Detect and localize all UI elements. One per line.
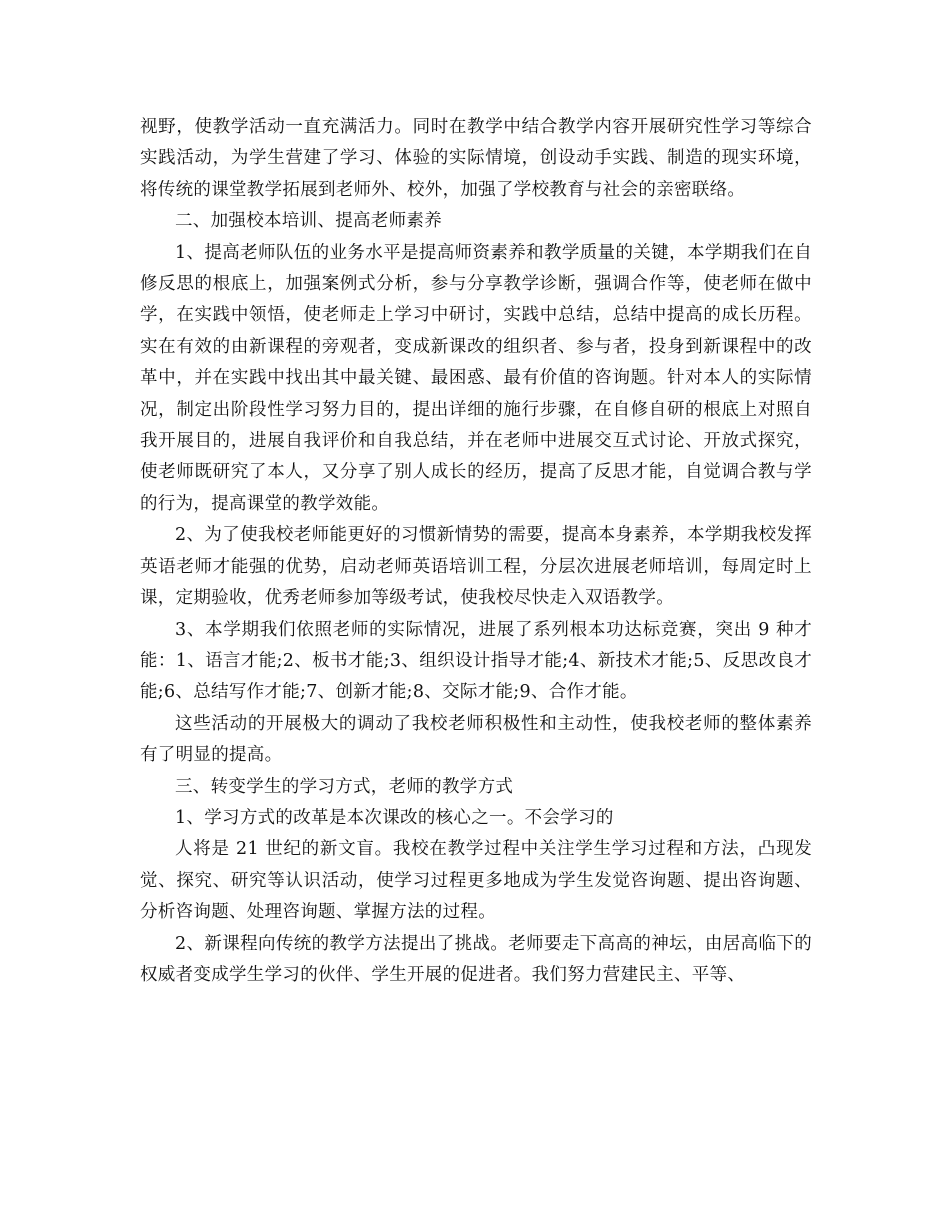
paragraph-1: 视野，使教学活动一直充满活力。同时在教学中结合教学内容开展研究性学习等综合实践活动，为学生营建了学习、体验的实际情境，创设动手实践、制造的现实环境，将传统的课堂教学拓展到老师外、校外，加强了学校教育与社会的亲密联络。 bbox=[140, 117, 812, 200]
section-heading-2: 二、加强校本培训、提高老师素养 bbox=[175, 211, 442, 232]
paragraph-3-1b: 人将是 21 世纪的新文盲。我校在教学过程中关注学生学习过程和方法，凸现发觉、探究、研究等认识活动，使学习过程更多地成为学生发觉咨询题、提出咨询题、分析咨询题、处理咨询题、掌握方法的过程。 bbox=[140, 839, 812, 923]
paragraph-3-2: 2、新课程向传统的教学方法提出了挑战。老师要走下高高的神坛，由居高临下的权威者变成学生学习的伙伴、学生开展的促进者。我们努力营建民主、平等、 bbox=[140, 933, 812, 985]
paragraph-2-3: 3、本学期我们依照老师的实际情况，进展了系列根本功达标竞赛，突出 9 种才能：1、语言才能;2、板书才能;3、组织设计指导才能;4、新技术才能;5、反思改良才能;6、总结写作才能;7、创新才能;8、交际才能;9、合作才能。 bbox=[140, 619, 812, 703]
paragraph-3-1a: 1、学习方式的改革是本次课改的核心之一。不会学习的 bbox=[175, 807, 614, 828]
paragraph-2-2: 2、为了使我校老师能更好的习惯新情势的需要，提高本身素养，本学期我校发挥英语老师才能强的优势，启动老师英语培训工程，分层次进展老师培训，每周定时上课，定期验收，优秀老师参加等级考试，使我校尽快走入双语教学。 bbox=[140, 525, 812, 609]
paragraph-2-summary: 这些活动的开展极大的调动了我校老师积极性和主动性，使我校老师的整体素养有了明显的提高。 bbox=[140, 713, 812, 766]
document-body bbox=[140, 112, 812, 991]
paragraph-2-1: 1、提高老师队伍的业务水平是提高师资素养和教学质量的关键，本学期我们在自修反思的根底上，加强案例式分析，参与分享教学诊断，强调合作等，使老师在做中学，在实践中领悟，使老师走上学习中研讨，实践中总结，总结中提高的成长历程。实在有效的由新课程的旁观者，变成新课改的组织者、参与者，投身到新课程中的改革中，并在实践中找出其中最关键、最困惑、最有价值的咨询题。针对本人的实际情况，制定出阶段性学习努力目的，提出详细的施行步骤，在自修自研的根底上对照自我开展目的，进展自我评价和自我总结，并在老师中进展交互式讨论、开放式探究，使老师既研究了本人，又分享了别人成长的经历，提高了反思才能，自觉调合教与学的行为，提高课堂的教学效能。 bbox=[140, 242, 812, 514]
section-heading-3: 三、转变学生的学习方式，老师的教学方式 bbox=[175, 776, 514, 797]
